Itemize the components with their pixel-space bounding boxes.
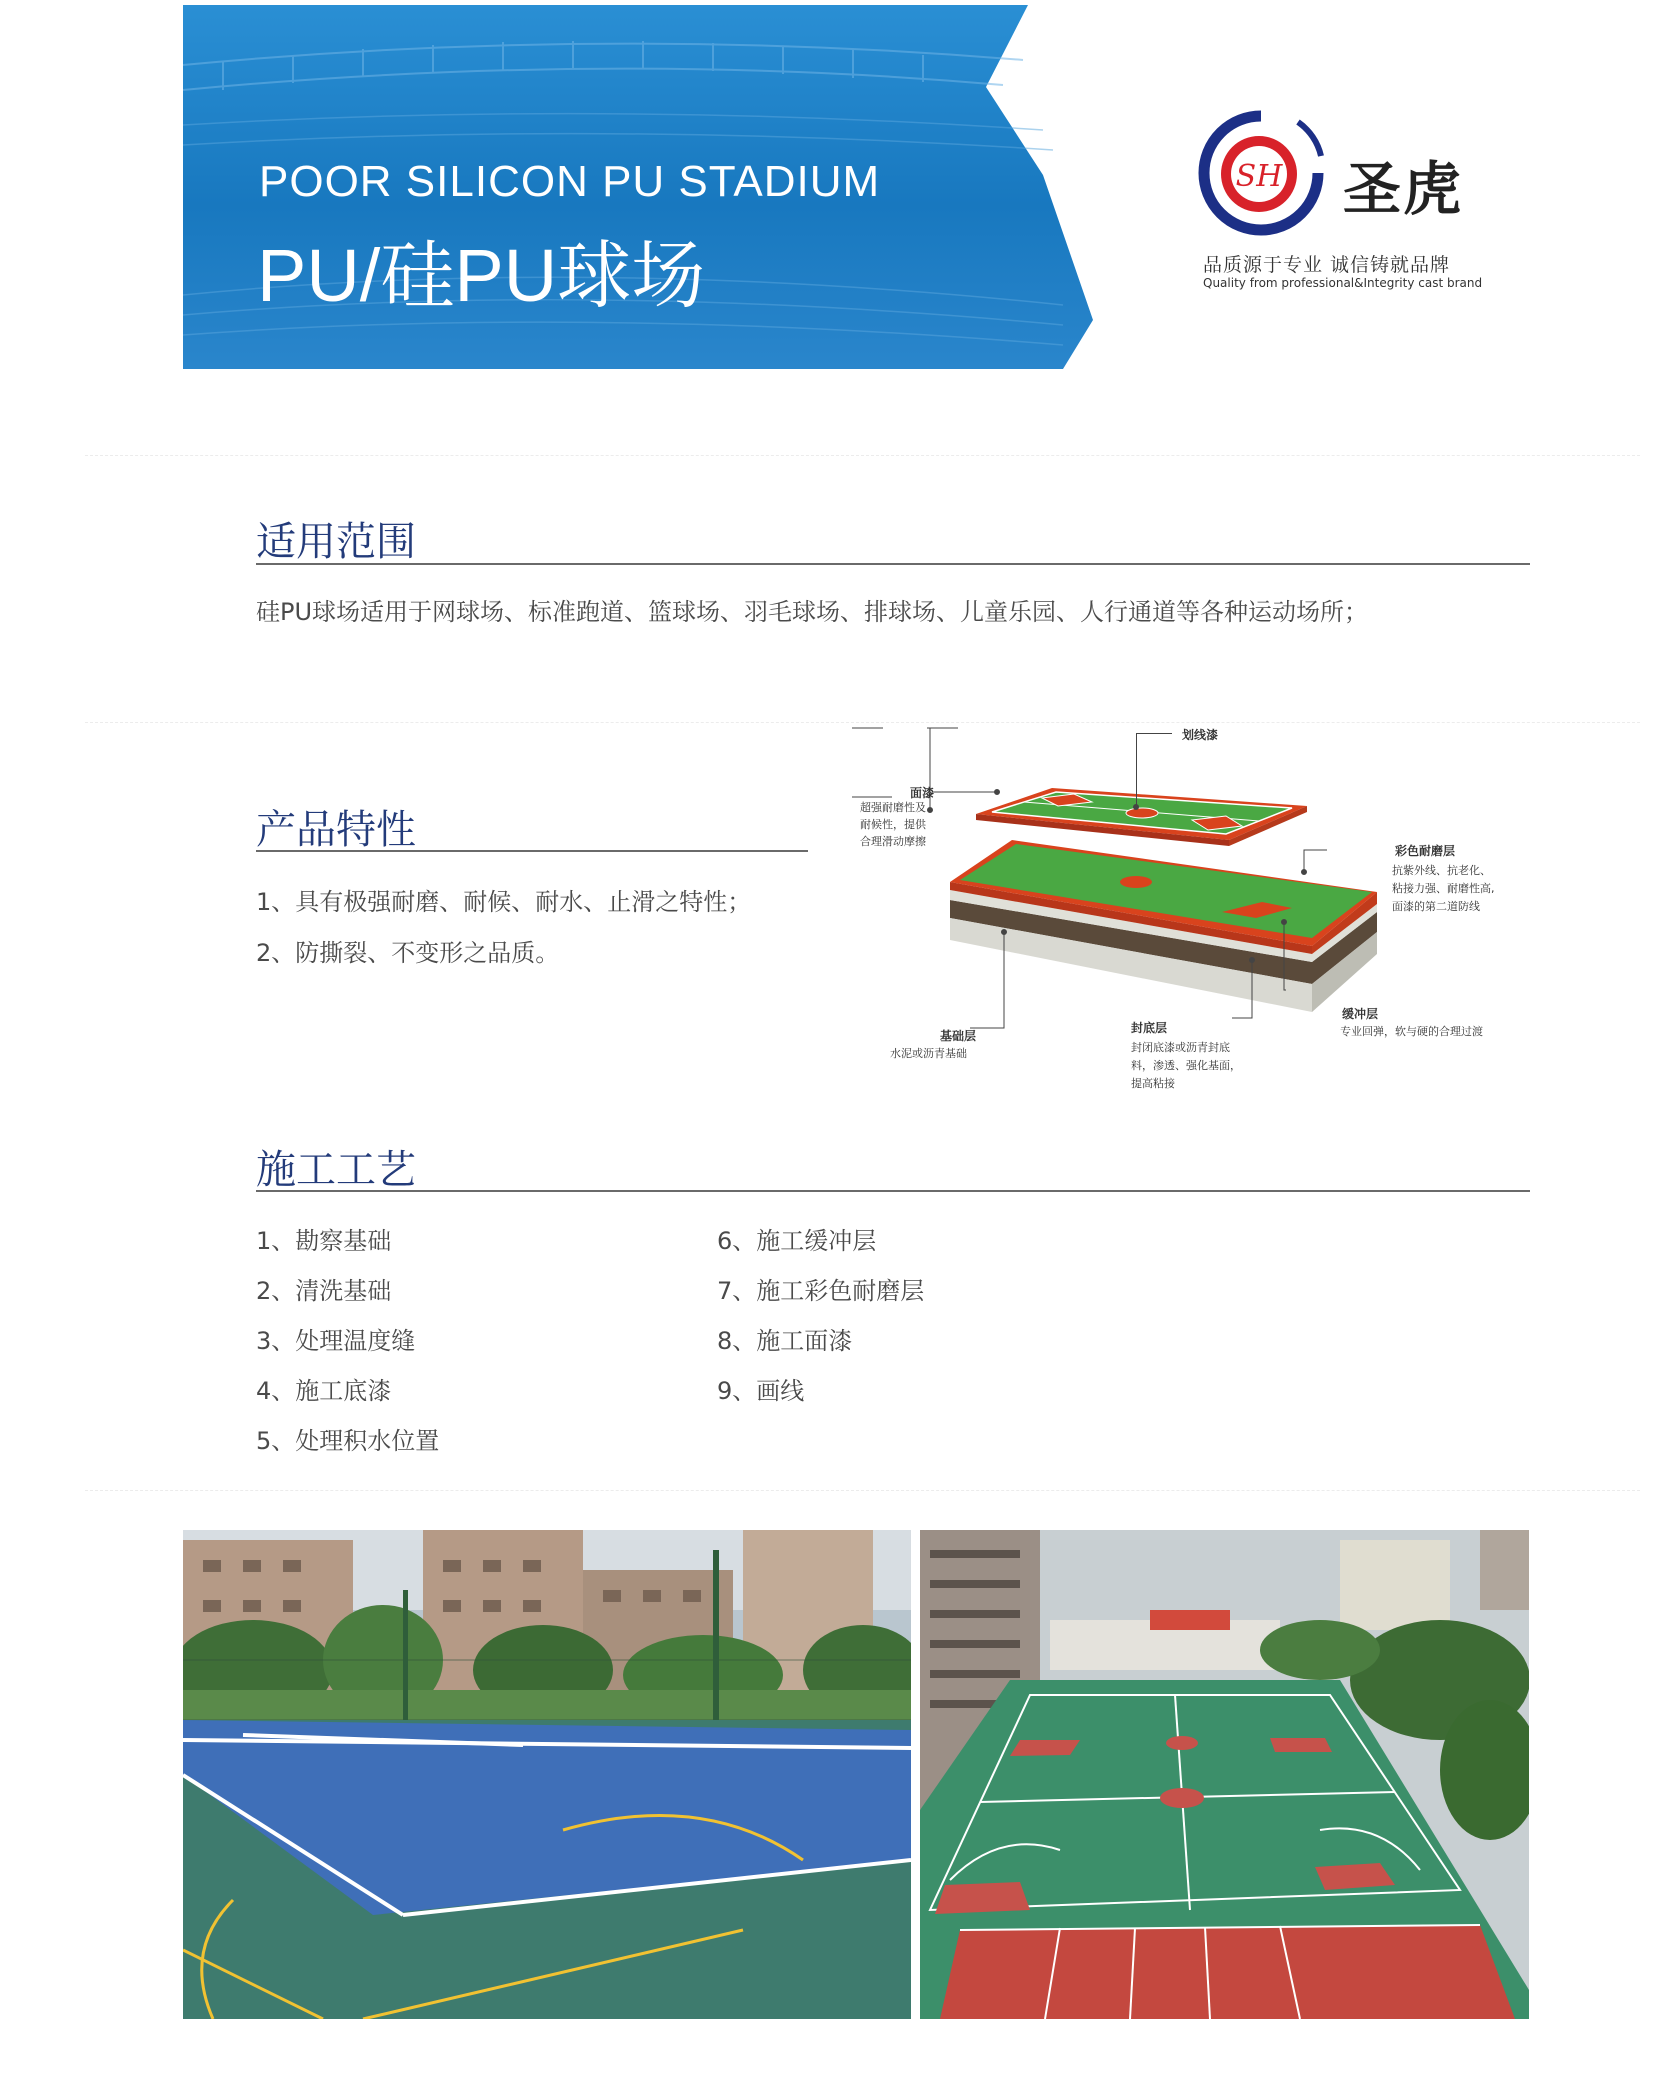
scope-heading: 适用范围: [256, 519, 416, 565]
seal-layer-label: 封底层: [1131, 1021, 1168, 1035]
blue-court-photo: [183, 1530, 911, 2019]
top-coat-desc: 耐候性，提供: [860, 818, 926, 831]
leader-dot: [1133, 804, 1139, 810]
header-banner: [183, 5, 1103, 369]
top-coat-desc: 合理滑动摩擦: [860, 835, 926, 848]
process-step: 6、施工缓冲层: [717, 1227, 877, 1255]
color-layer-label: 彩色耐磨层: [1395, 844, 1456, 858]
process-step: 9、画线: [717, 1377, 805, 1405]
process-step: 5、处理积水位置: [256, 1427, 440, 1455]
leader-line: [1136, 733, 1172, 734]
feature-item: 2、防撕裂、不变形之品质。: [256, 939, 560, 967]
buffer-layer-label: 缓冲层: [1342, 1007, 1379, 1021]
leader-line: [1136, 733, 1137, 807]
scope-text: 硅PU球场适用于网球场、标准跑道、篮球场、羽毛球场、排球场、儿童乐园、人行通道等各种运动场所；: [256, 598, 1369, 626]
color-layer-desc: 抗紫外线、抗老化、: [1392, 864, 1491, 877]
color-layer-desc: 面漆的第二道防线: [1392, 900, 1480, 913]
process-heading-rule: [256, 1190, 1530, 1192]
blue-court-image: [183, 1530, 911, 2019]
dashed-divider: [85, 455, 1640, 456]
green-court-image: [920, 1530, 1529, 2019]
base-layer-desc: 水泥或沥青基础: [890, 1047, 967, 1060]
features-heading-rule: [256, 850, 808, 852]
brand-logo-letters: SH: [1235, 159, 1283, 194]
brand-name: 圣虎: [1343, 155, 1464, 223]
brand-slogan: 品质源于专业 诚信铸就品牌: [1203, 254, 1451, 276]
color-layer-desc: 粘接力强、耐磨性高,: [1392, 882, 1495, 895]
process-step: 4、施工底漆: [256, 1377, 392, 1405]
brand-block: [1195, 110, 1515, 310]
seal-layer-desc: 料，渗透、强化基面，: [1131, 1059, 1241, 1072]
process-step: 2、清洗基础: [256, 1277, 392, 1305]
process-step: 8、施工面漆: [717, 1327, 853, 1355]
dashed-divider: [85, 1490, 1640, 1491]
scope-heading-rule: [256, 563, 1530, 565]
top-coat-label: 面漆: [910, 786, 935, 800]
top-coat-desc: 超强耐磨性及: [860, 801, 926, 814]
green-court-photo: [920, 1530, 1529, 2019]
feature-item: 1、具有极强耐磨、耐候、耐水、止滑之特性；: [256, 888, 752, 916]
brand-logo-icon: [1195, 110, 1327, 236]
features-heading: 产品特性: [256, 807, 416, 853]
brand-slogan-en: Quality from professional&Integrity cast brand: [1203, 276, 1483, 290]
base-layer-label: 基础层: [940, 1029, 977, 1043]
banner-subtitle: POOR SILICON PU STADIUM: [259, 157, 881, 206]
seal-layer-desc: 封闭底漆或沥青封底: [1131, 1041, 1230, 1054]
process-steps-col2: [717, 1216, 924, 1416]
banner-title: PU/硅PU球场: [257, 234, 706, 317]
process-step: 1、勘察基础: [256, 1227, 392, 1255]
process-heading: 施工工艺: [256, 1147, 416, 1193]
seal-layer-desc: 提高粘接: [1131, 1077, 1175, 1090]
process-step: 3、处理温度缝: [256, 1327, 416, 1355]
process-steps-col1: [256, 1216, 439, 1466]
buffer-layer-desc: 专业回弹，软与硬的合理过渡: [1340, 1025, 1483, 1038]
layer-structure-diagram: [852, 722, 1512, 1092]
line-paint-label: 划线漆: [1182, 728, 1219, 742]
process-step: 7、施工彩色耐磨层: [717, 1277, 925, 1305]
